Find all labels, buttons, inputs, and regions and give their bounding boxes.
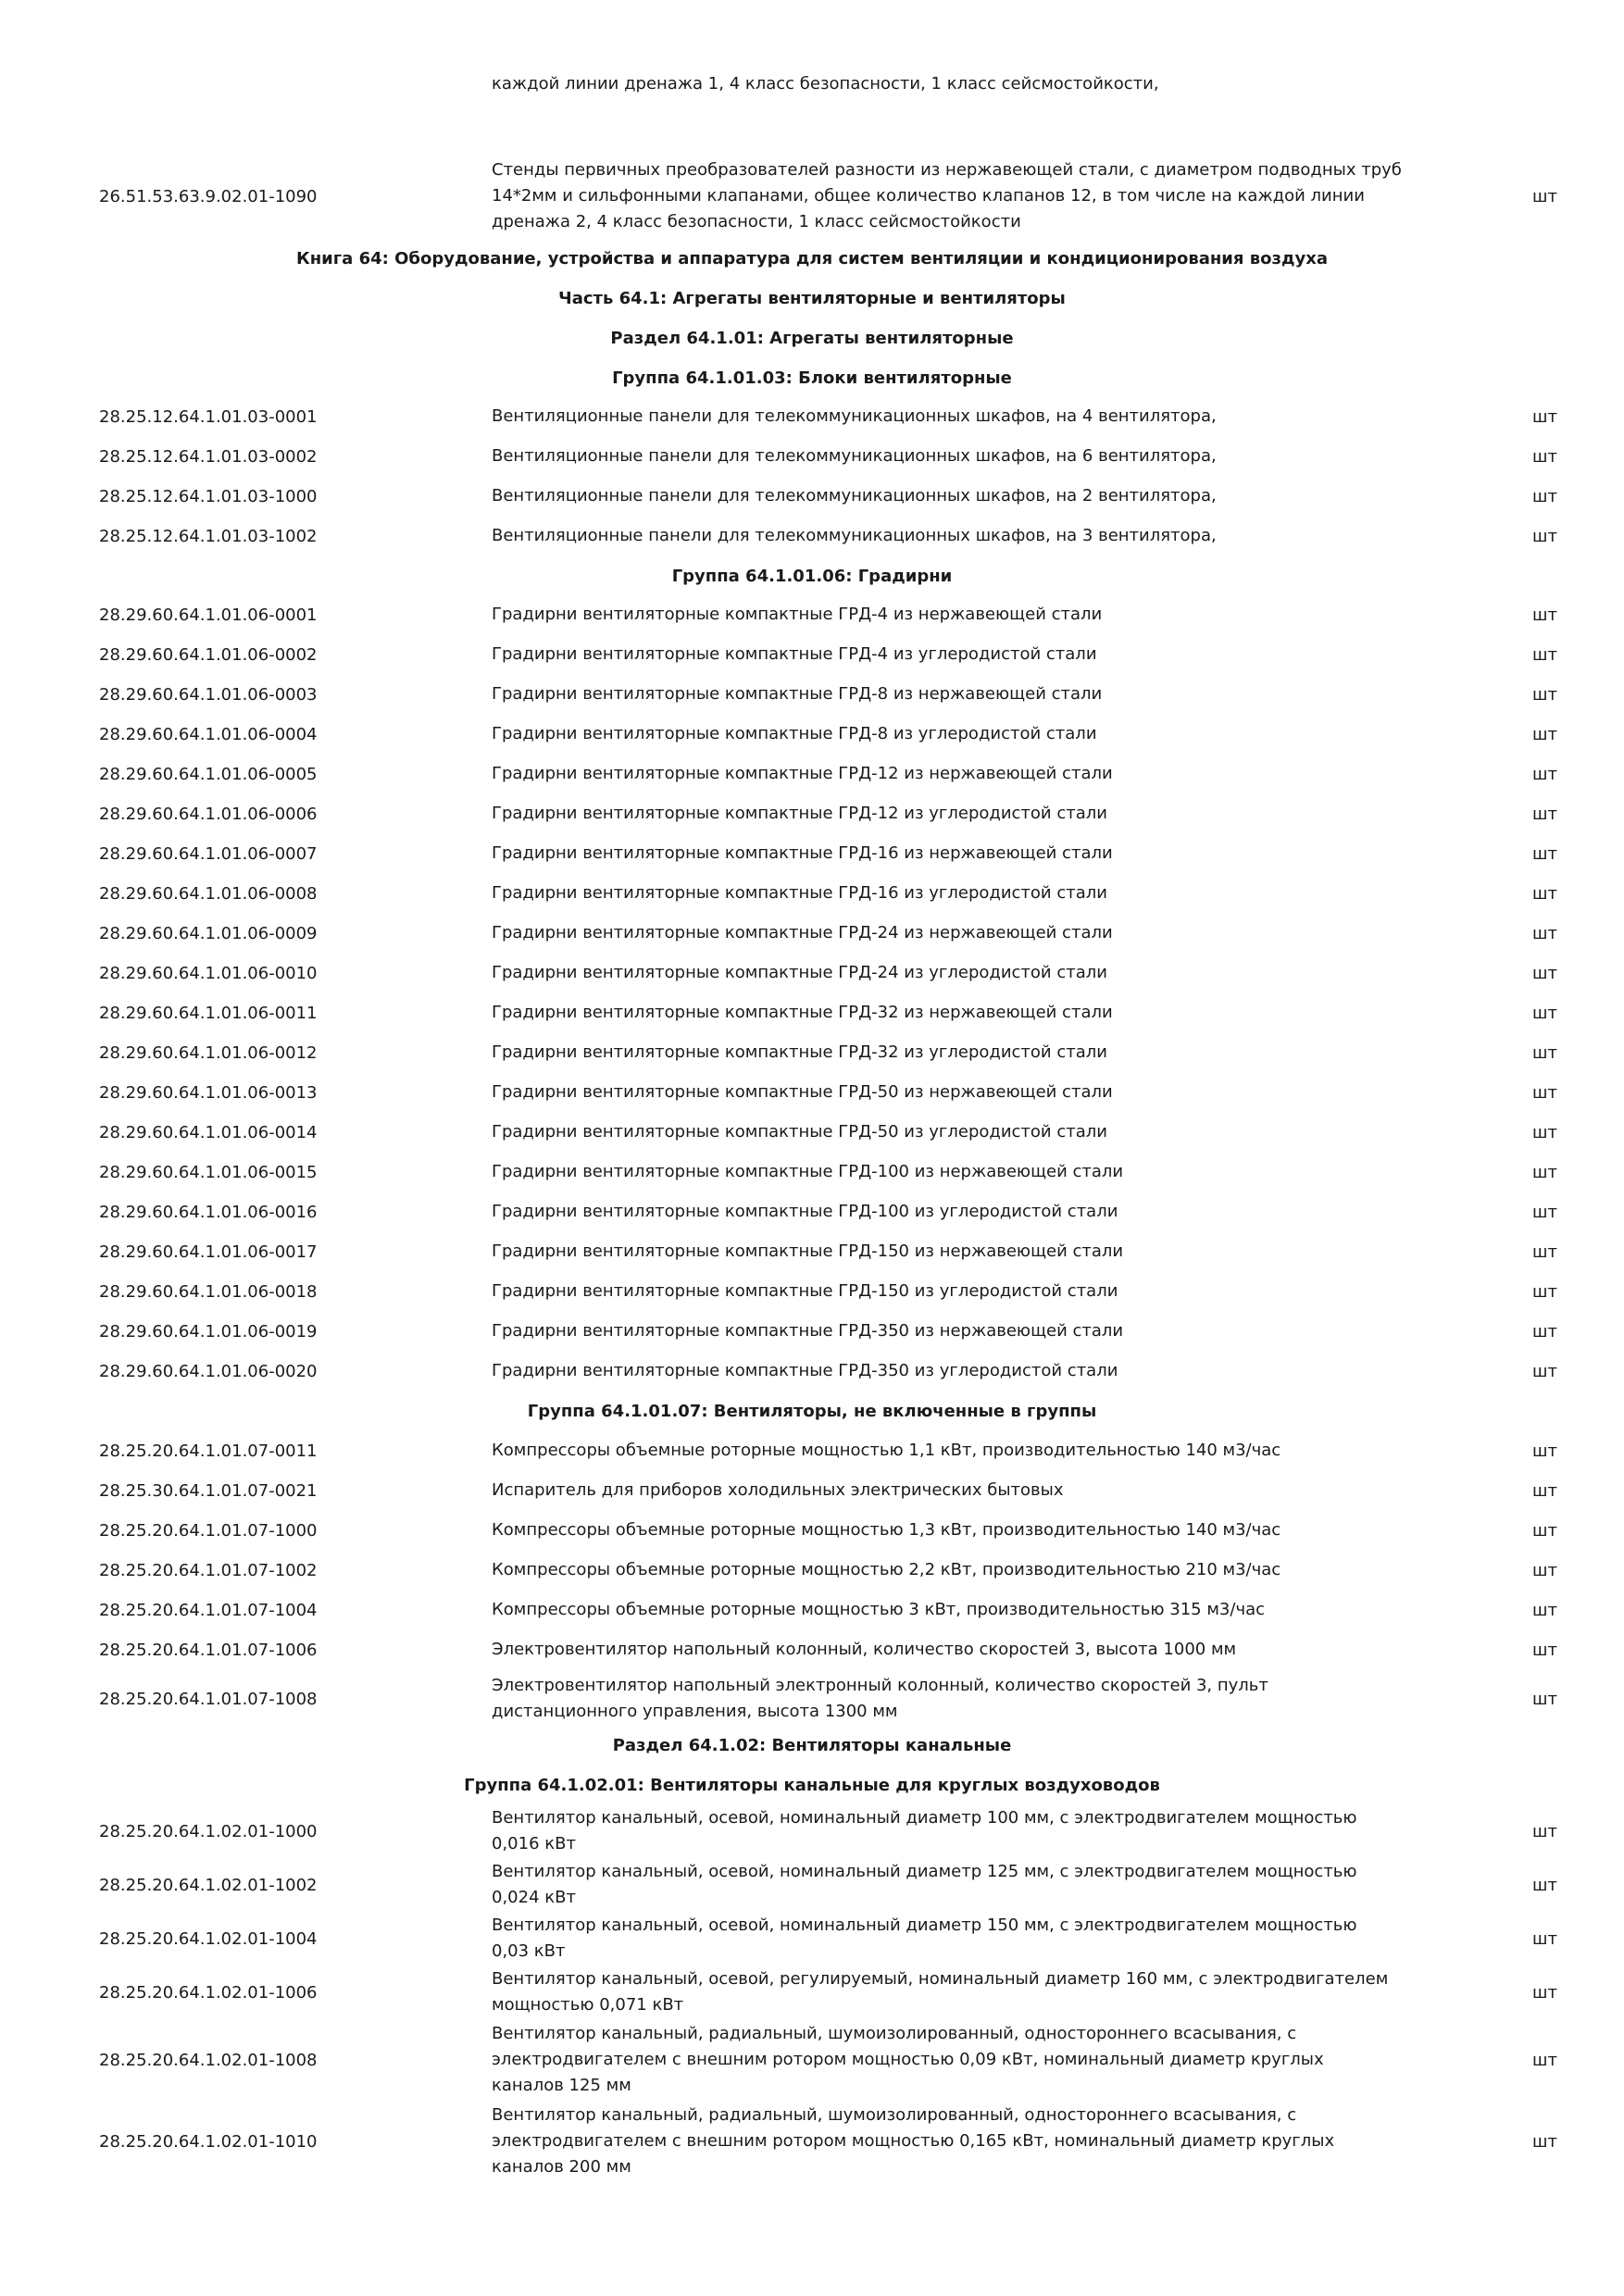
resource-code: 28.25.30.64.1.01.07-0021 [99, 1481, 318, 1501]
resource-name-line: Компрессоры объемные роторные мощностью 3 кВт, производительностью 315 м3/час [492, 1600, 1266, 1619]
resource-code: 28.25.20.64.1.01.07-1004 [99, 1601, 318, 1620]
resource-code: 28.25.20.64.1.02.01-1004 [99, 1929, 318, 1949]
resource-name-line: Градирни вентиляторные компактные ГРД-24 из нержавеющей стали [492, 923, 1113, 942]
resource-name [492, 1859, 1455, 1911]
table-row [0, 1279, 1624, 1304]
unit-of-measure: шт [1532, 884, 1557, 904]
table-row [0, 1673, 1624, 1725]
resource-name [492, 157, 1455, 235]
unit-of-measure: шт [1532, 1083, 1557, 1103]
resource-name [492, 2103, 1455, 2180]
unit-of-measure: шт [1532, 1242, 1557, 1262]
resource-name [492, 1159, 1455, 1185]
resource-name [492, 1637, 1455, 1663]
resource-name-line: Градирни вентиляторные компактные ГРД-12 из углеродистой стали [492, 804, 1107, 823]
resource-name-line: Градирни вентиляторные компактные ГРД-16 из нержавеющей стали [492, 843, 1113, 863]
resource-name [492, 801, 1455, 827]
table-row [0, 443, 1624, 469]
resource-name-line: Градирни вентиляторные компактные ГРД-8 из нержавеющей стали [492, 684, 1103, 704]
resource-name-line: Компрессоры объемные роторные мощностью 1,1 кВт, производительностью 140 м3/час [492, 1441, 1281, 1460]
unit-of-measure: шт [1532, 1929, 1557, 1949]
resource-code: 28.29.60.64.1.01.06-0006 [99, 805, 318, 824]
unit-of-measure: шт [1532, 1876, 1557, 1895]
unit-of-measure: шт [1532, 605, 1557, 625]
resource-name-line: Вентиляционные панели для телекоммуникационных шкафов, на 6 вентилятора, [492, 446, 1217, 466]
resource-name-line: мощностью 0,071 кВт [492, 1995, 684, 2015]
resource-name-line: Градирни вентиляторные компактные ГРД-150 из углеродистой стали [492, 1281, 1118, 1301]
resource-code: 28.29.60.64.1.01.06-0017 [99, 1242, 318, 1262]
resource-code: 28.29.60.64.1.01.06-0004 [99, 725, 318, 744]
unit-of-measure: шт [1532, 187, 1557, 206]
table-row [0, 1805, 1624, 1857]
table-row [0, 841, 1624, 867]
resource-name [492, 1000, 1455, 1026]
resource-name-line: Вентилятор канальный, радиальный, шумоизолированный, одностороннего всасывания, с [492, 2024, 1297, 2043]
table-row [0, 1478, 1624, 1504]
unit-of-measure: шт [1532, 645, 1557, 665]
unit-of-measure: шт [1532, 805, 1557, 824]
unit-of-measure: шт [1532, 407, 1557, 427]
section-header: Книга 64: Оборудование, устройства и аппаратура для систем вентиляции и кондиционирования воздуха [296, 249, 1328, 268]
table-row [0, 801, 1624, 827]
resource-name [492, 1279, 1455, 1304]
section-header: Группа 64.1.02.01: Вентиляторы канальные для круглых воздуховодов [464, 1776, 1160, 1795]
resource-name [492, 404, 1455, 430]
resource-name [492, 642, 1455, 668]
unit-of-measure: шт [1532, 1822, 1557, 1841]
unit-of-measure: шт [1532, 725, 1557, 744]
resource-name [492, 1119, 1455, 1145]
unit-of-measure: шт [1532, 1641, 1557, 1660]
table-row [0, 920, 1624, 946]
unit-of-measure: шт [1532, 964, 1557, 983]
resource-name [492, 1478, 1455, 1504]
unit-of-measure: шт [1532, 1203, 1557, 1222]
table-row [0, 1000, 1624, 1026]
resource-name-line: дистанционного управления, высота 1300 мм [492, 1702, 898, 1721]
resource-name-line: Градирни вентиляторные компактные ГРД-4 из углеродистой стали [492, 644, 1097, 664]
resource-name [492, 523, 1455, 549]
resource-name-line: Градирни вентиляторные компактные ГРД-350 из нержавеющей стали [492, 1321, 1124, 1341]
resource-code: 28.29.60.64.1.01.06-0014 [99, 1123, 318, 1142]
section-header: Группа 64.1.01.07: Вентиляторы, не включенные в группы [527, 1402, 1097, 1421]
table-row [0, 1159, 1624, 1185]
resource-name-line: Градирни вентиляторные компактные ГРД-32 из нержавеющей стали [492, 1003, 1113, 1022]
table-row [0, 404, 1624, 430]
resource-name-line: Градирни вентиляторные компактные ГРД-50 из нержавеющей стали [492, 1082, 1113, 1102]
resource-name [492, 1597, 1455, 1623]
section-header: Раздел 64.1.02: Вентиляторы канальные [612, 1736, 1012, 1755]
table-row [0, 721, 1624, 747]
table-row [0, 1859, 1624, 1911]
resource-name-line: Градирни вентиляторные компактные ГРД-350 из углеродистой стали [492, 1361, 1118, 1380]
unit-of-measure: шт [1532, 1004, 1557, 1023]
resource-name-line: Градирни вентиляторные компактные ГРД-24 из углеродистой стали [492, 963, 1107, 982]
resource-name-line: Градирни вентиляторные компактные ГРД-32 из углеродистой стали [492, 1042, 1107, 1062]
resource-name-line: Вентилятор канальный, осевой, номинальный диаметр 150 мм, с электродвигателем мощностью [492, 1915, 1357, 1935]
resource-code: 28.29.60.64.1.01.06-0012 [99, 1043, 318, 1063]
resource-name-line: Градирни вентиляторные компактные ГРД-12 из нержавеющей стали [492, 764, 1113, 783]
resource-name [492, 2021, 1455, 2099]
resource-name-line: Градирни вентиляторные компактные ГРД-150 из нержавеющей стали [492, 1242, 1124, 1261]
resource-name-line: дренажа 2, 4 класс безопасности, 1 класс сейсмостойкости [492, 212, 1021, 231]
resource-code: 28.25.20.64.1.02.01-1008 [99, 2051, 318, 2070]
table-row [0, 681, 1624, 707]
resource-code: 28.25.20.64.1.02.01-1000 [99, 1822, 318, 1841]
table-row [0, 1517, 1624, 1543]
resource-name-line: Испаритель для приборов холодильных электрических бытовых [492, 1480, 1064, 1500]
resource-code: 28.25.20.64.1.01.07-1006 [99, 1641, 318, 1660]
continuation-text: каждой линии дренажа 1, 4 класс безопасности, 1 класс сейсмостойкости, [492, 74, 1159, 94]
table-row [0, 642, 1624, 668]
unit-of-measure: шт [1532, 1983, 1557, 2003]
resource-name [492, 1966, 1455, 2018]
resource-name [492, 960, 1455, 986]
resource-name-line: Вентиляционные панели для телекоммуникационных шкафов, на 2 вентилятора, [492, 486, 1217, 505]
table-row [0, 1966, 1624, 2018]
resource-code: 28.29.60.64.1.01.06-0013 [99, 1083, 318, 1103]
table-row [0, 960, 1624, 986]
table-row [0, 1199, 1624, 1225]
resource-name-line: Вентилятор канальный, осевой, номинальный диаметр 125 мм, с электродвигателем мощностью [492, 1862, 1357, 1881]
resource-code: 28.29.60.64.1.01.06-0019 [99, 1322, 318, 1341]
table-row [0, 1637, 1624, 1663]
unit-of-measure: шт [1532, 1123, 1557, 1142]
resource-code: 28.25.12.64.1.01.03-0001 [99, 407, 318, 427]
unit-of-measure: шт [1532, 487, 1557, 506]
section-header: Раздел 64.1.01: Агрегаты вентиляторные [610, 329, 1014, 348]
resource-name-line: Вентилятор канальный, радиальный, шумоизолированный, одностороннего всасывания, с [492, 2105, 1297, 2125]
table-row [0, 1597, 1624, 1623]
unit-of-measure: шт [1532, 1521, 1557, 1541]
resource-name [492, 483, 1455, 509]
resource-code: 28.29.60.64.1.01.06-0011 [99, 1004, 318, 1023]
table-row [0, 602, 1624, 628]
resource-name [492, 1913, 1455, 1965]
resource-name-line: 0,016 кВт [492, 1834, 576, 1853]
resource-code: 28.25.20.64.1.01.07-0011 [99, 1441, 318, 1461]
table-row [0, 483, 1624, 509]
resource-code: 28.29.60.64.1.01.06-0020 [99, 1362, 318, 1381]
table-row [0, 880, 1624, 906]
resource-name-line: Вентиляционные панели для телекоммуникационных шкафов, на 3 вентилятора, [492, 526, 1217, 545]
resource-code: 28.29.60.64.1.01.06-0018 [99, 1282, 318, 1302]
resource-name-line: Вентилятор канальный, осевой, номинальный диаметр 100 мм, с электродвигателем мощностью [492, 1808, 1357, 1828]
table-row [0, 1318, 1624, 1344]
table-row [0, 2103, 1624, 2180]
resource-code: 28.25.20.64.1.02.01-1002 [99, 1876, 318, 1895]
resource-name [492, 721, 1455, 747]
resource-code: 28.29.60.64.1.01.06-0003 [99, 685, 318, 705]
resource-code: 26.51.53.63.9.02.01-1090 [99, 187, 318, 206]
section-header: Часть 64.1: Агрегаты вентиляторные и вентиляторы [558, 289, 1066, 308]
resource-code: 28.29.60.64.1.01.06-0010 [99, 964, 318, 983]
section-header: Группа 64.1.01.06: Градирни [671, 567, 953, 586]
resource-name-line: Градирни вентиляторные компактные ГРД-50 из углеродистой стали [492, 1122, 1107, 1142]
resource-name [492, 1079, 1455, 1105]
resource-name [492, 761, 1455, 787]
resource-code: 28.25.12.64.1.01.03-0002 [99, 447, 318, 467]
unit-of-measure: шт [1532, 924, 1557, 943]
resource-name [492, 1673, 1455, 1725]
table-row [0, 1358, 1624, 1384]
resource-name-line: Компрессоры объемные роторные мощностью 1,3 кВт, производительностью 140 м3/час [492, 1520, 1281, 1540]
unit-of-measure: шт [1532, 1043, 1557, 1063]
resource-name-line: Градирни вентиляторные компактные ГРД-16 из углеродистой стали [492, 883, 1107, 903]
unit-of-measure: шт [1532, 844, 1557, 864]
resource-code: 28.29.60.64.1.01.06-0005 [99, 765, 318, 784]
resource-name-line: Градирни вентиляторные компактные ГРД-8 из углеродистой стали [492, 724, 1097, 743]
table-row [0, 1438, 1624, 1464]
section-header: Группа 64.1.01.03: Блоки вентиляторные [612, 368, 1012, 388]
resource-name-line: Градирни вентиляторные компактные ГРД-100 из углеродистой стали [492, 1202, 1118, 1221]
resource-name [492, 681, 1455, 707]
unit-of-measure: шт [1532, 1601, 1557, 1620]
resource-code: 28.29.60.64.1.01.06-0001 [99, 605, 318, 625]
table-row [0, 523, 1624, 549]
unit-of-measure: шт [1532, 685, 1557, 705]
resource-name [492, 1318, 1455, 1344]
resource-code: 28.29.60.64.1.01.06-0002 [99, 645, 318, 665]
unit-of-measure: шт [1532, 765, 1557, 784]
resource-name [492, 1040, 1455, 1066]
unit-of-measure: шт [1532, 1481, 1557, 1501]
resource-name-line: 0,024 кВт [492, 1888, 576, 1907]
unit-of-measure: шт [1532, 1322, 1557, 1341]
resource-name [492, 1199, 1455, 1225]
table-row [0, 1239, 1624, 1265]
table-row [0, 2021, 1624, 2099]
table-row [0, 157, 1624, 235]
resource-code: 28.29.60.64.1.01.06-0016 [99, 1203, 318, 1222]
unit-of-measure: шт [1532, 1441, 1557, 1461]
resource-code: 28.25.20.64.1.01.07-1000 [99, 1521, 318, 1541]
unit-of-measure: шт [1532, 1163, 1557, 1182]
table-row [0, 1557, 1624, 1583]
resource-name [492, 880, 1455, 906]
resource-name-line: Градирни вентиляторные компактные ГРД-4 из нержавеющей стали [492, 605, 1103, 624]
resource-name [492, 1557, 1455, 1583]
table-row [0, 761, 1624, 787]
resource-name-line: 14*2мм и сильфонными клапанами, общее количество клапанов 12, в том числе на каждой линии [492, 186, 1365, 206]
resource-name-line: Вентиляционные панели для телекоммуникационных шкафов, на 4 вентилятора, [492, 406, 1217, 426]
resource-code: 28.25.20.64.1.01.07-1008 [99, 1690, 318, 1709]
resource-name-line: электродвигателем с внешним ротором мощностью 0,09 кВт, номинальный диаметр круглых [492, 2050, 1324, 2069]
resource-name-line: Электровентилятор напольный электронный колонный, количество скоростей 3, пульт [492, 1676, 1268, 1695]
resource-code: 28.29.60.64.1.01.06-0009 [99, 924, 318, 943]
resource-name [492, 1358, 1455, 1384]
resource-name [492, 1239, 1455, 1265]
resource-code: 28.29.60.64.1.01.06-0007 [99, 844, 318, 864]
unit-of-measure: шт [1532, 527, 1557, 546]
resource-code: 28.25.20.64.1.01.07-1002 [99, 1561, 318, 1580]
resource-name-line: электродвигателем с внешним ротором мощностью 0,165 кВт, номинальный диаметр круглых [492, 2131, 1335, 2151]
unit-of-measure: шт [1532, 447, 1557, 467]
resource-name-line: Компрессоры объемные роторные мощностью 2,2 кВт, производительностью 210 м3/час [492, 1560, 1281, 1579]
resource-code: 28.25.20.64.1.02.01-1006 [99, 1983, 318, 2003]
unit-of-measure: шт [1532, 1690, 1557, 1709]
unit-of-measure: шт [1532, 1362, 1557, 1381]
resource-code: 28.29.60.64.1.01.06-0008 [99, 884, 318, 904]
table-row [0, 1079, 1624, 1105]
unit-of-measure: шт [1532, 1561, 1557, 1580]
unit-of-measure: шт [1532, 2132, 1557, 2152]
unit-of-measure: шт [1532, 1282, 1557, 1302]
resource-name [492, 1805, 1455, 1857]
resource-name [492, 841, 1455, 867]
unit-of-measure: шт [1532, 2051, 1557, 2070]
resource-name-line: каналов 200 мм [492, 2157, 631, 2177]
table-row [0, 1040, 1624, 1066]
resource-name [492, 1517, 1455, 1543]
table-row [0, 1913, 1624, 1965]
resource-name-line: Электровентилятор напольный колонный, количество скоростей 3, высота 1000 мм [492, 1640, 1237, 1659]
resource-name [492, 443, 1455, 469]
resource-name-line: каналов 125 мм [492, 2076, 631, 2095]
resource-name-line: Градирни вентиляторные компактные ГРД-100 из нержавеющей стали [492, 1162, 1124, 1181]
resource-name [492, 602, 1455, 628]
resource-code: 28.25.12.64.1.01.03-1002 [99, 527, 318, 546]
resource-code: 28.29.60.64.1.01.06-0015 [99, 1163, 318, 1182]
resource-code: 28.25.12.64.1.01.03-1000 [99, 487, 318, 506]
resource-name-line: Вентилятор канальный, осевой, регулируемый, номинальный диаметр 160 мм, с электродвигателем [492, 1969, 1389, 1989]
resource-name [492, 1438, 1455, 1464]
table-row [0, 1119, 1624, 1145]
resource-name-line: Стенды первичных преобразователей разности из нержавеющей стали, с диаметром подводных труб [492, 160, 1402, 180]
resource-name [492, 920, 1455, 946]
resource-code: 28.25.20.64.1.02.01-1010 [99, 2132, 318, 2152]
resource-name-line: 0,03 кВт [492, 1941, 566, 1961]
